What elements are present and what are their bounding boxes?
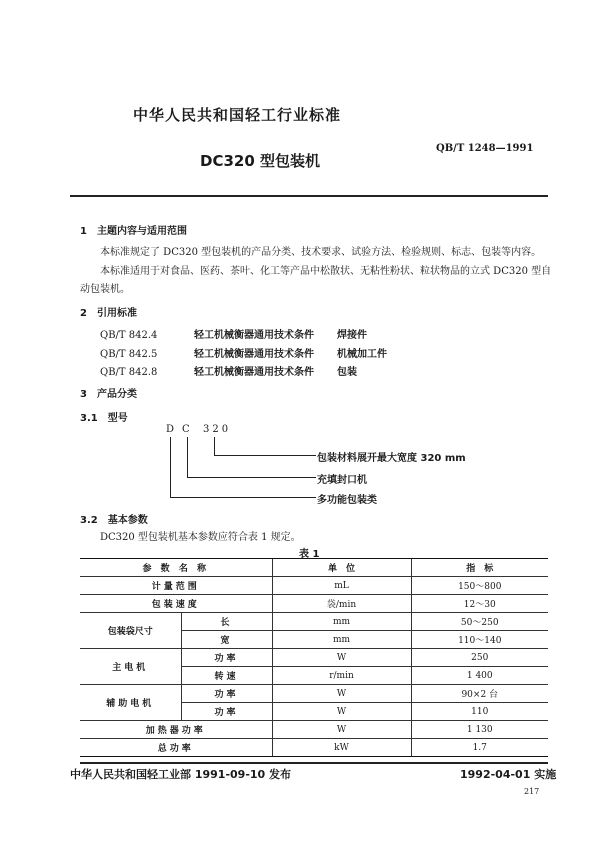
- header-rule: [70, 195, 548, 197]
- param-unit: kW: [272, 739, 411, 757]
- param-unit: r/min: [272, 667, 411, 685]
- table-row: [80, 685, 548, 703]
- reference-part: 包装: [337, 367, 357, 378]
- param-unit: W: [272, 703, 411, 721]
- page-number: 217: [524, 787, 540, 796]
- reference-item: [100, 345, 387, 360]
- param-name: 计量范围: [80, 577, 272, 595]
- section-1-para2-line2: 动包装机。: [80, 284, 130, 295]
- reference-part: 机械加工件: [337, 349, 387, 360]
- table-row: [80, 721, 548, 739]
- table-row: [80, 613, 548, 631]
- parameters-table: [80, 558, 548, 757]
- param-name: 加热器功率: [80, 721, 272, 739]
- param-value: 110: [411, 703, 548, 721]
- param-name: 包装袋尺寸: [80, 613, 181, 649]
- table-header-row: [80, 559, 548, 577]
- section-3-heading: 3 产品分类: [80, 389, 137, 400]
- section-3-2-para: DC320 型包装机基本参数应符合表 1 规定。: [100, 532, 301, 543]
- section-2-heading: 2 引用标准: [80, 308, 137, 319]
- param-value: 1 400: [411, 667, 548, 685]
- label-material-width: 包装材料展开最大宽度 320 mm: [317, 453, 466, 464]
- reference-code: QB/T 842.8: [100, 367, 158, 378]
- label-fill-seal: 充填封口机: [317, 475, 367, 486]
- label-multifunction: 多功能包装类: [317, 495, 377, 506]
- leader-line-num: [214, 437, 215, 456]
- param-value: 12～30: [411, 595, 548, 613]
- param-sub: 长: [181, 613, 272, 631]
- param-sub: 转速: [181, 667, 272, 685]
- param-value: 150～800: [411, 577, 548, 595]
- param-name: 主电机: [80, 649, 181, 685]
- reference-code: QB/T 842.5: [100, 349, 158, 360]
- reference-title: 轻工机械衡器通用技术条件: [194, 367, 314, 378]
- reference-title: 轻工机械衡器通用技术条件: [194, 349, 314, 360]
- section-3-2-heading: 3.2 基本参数: [80, 515, 148, 526]
- table-caption: 表 1: [299, 549, 320, 560]
- param-unit: 袋/min: [272, 595, 411, 613]
- footer-effective: 1992-04-01 实施: [460, 768, 557, 781]
- table-row: [80, 577, 548, 595]
- footer-issued: 中华人民共和国轻工业部 1991-09-10 发布: [70, 768, 292, 781]
- param-value: 1.7: [411, 739, 548, 757]
- header-issuer: 中华人民共和国轻工行业标准: [133, 106, 342, 124]
- param-unit: W: [272, 721, 411, 739]
- param-sub: 功率: [181, 649, 272, 667]
- table-row: [80, 649, 548, 667]
- reference-code: QB/T 842.4: [100, 330, 158, 341]
- standard-code: QB/T 1248—1991: [436, 143, 534, 154]
- table-row: [80, 595, 548, 613]
- model-letter-d: D: [166, 424, 175, 435]
- param-value: 50～250: [411, 613, 548, 631]
- header-unit: 单 位: [272, 559, 411, 577]
- footer-rule: [80, 762, 548, 764]
- reference-part: 焊接件: [337, 330, 367, 341]
- section-1-heading: 1 主题内容与适用范围: [80, 226, 187, 237]
- param-value: 110～140: [411, 631, 548, 649]
- param-sub: 功率: [181, 685, 272, 703]
- leader-line-d: [170, 437, 171, 498]
- model-letter-c: C: [182, 424, 190, 435]
- param-name: 总功率: [80, 739, 272, 757]
- leader-line-c: [187, 437, 188, 478]
- document-title: DC320 型包装机: [200, 152, 320, 170]
- param-value: 1 130: [411, 721, 548, 739]
- leader-line-num-h: [214, 455, 316, 456]
- param-name: 辅助电机: [80, 685, 181, 721]
- param-name: 包装速度: [80, 595, 272, 613]
- leader-line-d-h: [170, 497, 316, 498]
- param-unit: W: [272, 649, 411, 667]
- param-sub: 宽: [181, 631, 272, 649]
- section-1-para1: 本标准规定了 DC320 型包装机的产品分类、技术要求、试验方法、检验规则、标志、包装等内容。: [100, 247, 542, 258]
- param-sub: 功率: [181, 703, 272, 721]
- reference-item: [100, 326, 367, 341]
- param-value: 250: [411, 649, 548, 667]
- param-value: 90×2 台: [411, 685, 548, 703]
- section-3-1-heading: 3.1 型号: [80, 413, 128, 424]
- reference-item: [100, 363, 357, 378]
- table-row: [80, 739, 548, 757]
- section-1-para2-line1: 本标准适用于对食品、医药、茶叶、化工等产品中松散状、无粘性粉状、粒状物品的立式 DC320 型自: [100, 266, 552, 277]
- param-unit: mm: [272, 631, 411, 649]
- model-number: 320: [203, 424, 232, 435]
- header-value: 指 标: [411, 559, 548, 577]
- param-unit: mm: [272, 613, 411, 631]
- leader-line-c-h: [187, 477, 316, 478]
- reference-title: 轻工机械衡器通用技术条件: [194, 330, 314, 341]
- param-unit: mL: [272, 577, 411, 595]
- param-unit: W: [272, 685, 411, 703]
- header-name: 参 数 名 称: [80, 559, 272, 577]
